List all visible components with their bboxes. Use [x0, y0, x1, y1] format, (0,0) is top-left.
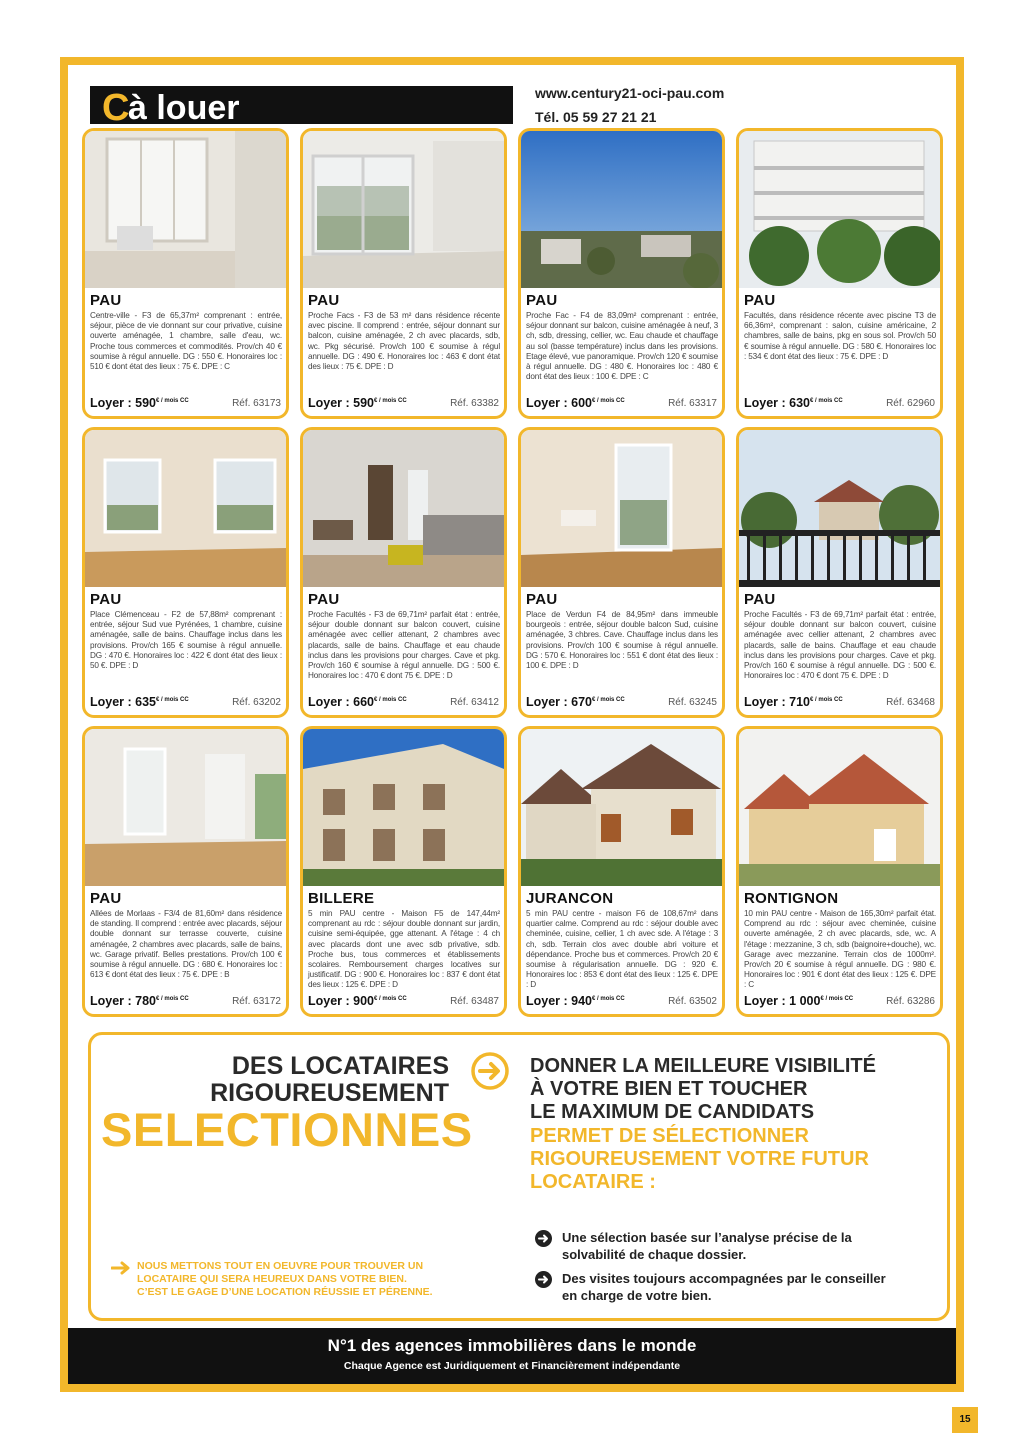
- rent-unit: € / mois CC: [156, 697, 189, 703]
- arrow-bullet-icon: [535, 1230, 552, 1247]
- rent-label: Loyer :: [90, 396, 136, 410]
- rent-unit: € / mois CC: [374, 398, 407, 404]
- rent-unit: € / mois CC: [156, 398, 189, 404]
- bullet-line: solvabilité de chaque dossier.: [562, 1247, 747, 1262]
- listing-description: Centre-ville - F3 de 65,37m² comprenant : entrée, séjour, pièce de vie donnant sur cour privative, cuisine ouverte aménagée, 1 chambre, salle d'eau, wc. Proche tous commerces et commodités. Prov/ch 40 € soumise à régul annuelle. DG : 550 €. Honoraires loc : 510 € dont état des lieux : 75 €. DPE : C: [90, 311, 282, 372]
- listing-photo: [85, 131, 286, 288]
- banner-note-line: NOUS METTONS TOUT EN OEUVRE POUR TROUVER UN: [137, 1260, 424, 1272]
- listing-card[interactable]: [736, 726, 943, 1017]
- listing-rent: [526, 396, 625, 410]
- rent-value: 590: [135, 396, 157, 410]
- listing-photo: [303, 729, 504, 886]
- listing-rent: [744, 994, 853, 1008]
- rent-value: 630: [789, 396, 811, 410]
- rent-label: Loyer :: [90, 994, 136, 1008]
- banner-pitch-line: LOCATAIRE :: [530, 1171, 656, 1193]
- listing-city: PAU: [308, 292, 340, 309]
- listing-description: Facultés, dans résidence récente avec piscine T3 de 66,36m², comprenant : salon, cuisine américaine, 2 chambres, salle de bains, pkg en sous sol. Prov/ch 50 € soumise à régul annuelle. DG : 580 €. Honoraires loc : 534 € dont état des lieux : 75 €. DPE : D: [744, 311, 936, 361]
- banner-pitch-line: PERMET DE SÉLECTIONNER: [530, 1125, 809, 1147]
- rent-unit: € / mois CC: [592, 996, 625, 1002]
- listing-description: 5 min PAU centre - Maison F5 de 147,44m² comprenant au rdc : séjour double donnant sur jardin, cuisine semi-équipée, gge attenant. A l'étage : 4 ch avec placards dont une avec sdb privative, sdb. Proche bus, tous commerces et établissements scolaires. Remboursement charges locatives sur justificatif. DG : 900 €. Honoraires loc : 837 € dont état des lieux : 125 €. DPE : D: [308, 909, 500, 990]
- listing-photo: [303, 430, 504, 587]
- banner-pitch: [530, 1055, 876, 1124]
- footer-bar: [68, 1328, 956, 1384]
- listing-rent: [90, 396, 189, 410]
- banner-bullet: [535, 1270, 935, 1304]
- rent-unit: € / mois CC: [810, 697, 843, 703]
- listing-city: RONTIGNON: [744, 890, 839, 907]
- listing-ref: Réf. 63468: [886, 697, 935, 708]
- rent-value: 635: [135, 695, 157, 709]
- rent-label: Loyer :: [744, 695, 790, 709]
- listing-city: PAU: [526, 292, 558, 309]
- section-header-bar: [90, 86, 513, 124]
- rent-value: 900: [353, 994, 375, 1008]
- listing-rent: [526, 695, 625, 709]
- listing-description: Proche Facs - F3 de 53 m² dans résidence récente avec piscine. Il comprend : entrée, séjour donnant sur balcon, cuisine aménagée, 2 ch avec placards, sdb, wc. Pkg sécurisé. Prov/ch 100 € soumise à régul annuelle. DG : 490 €. Honoraires loc : 463 € dont état des lieux : 75 €. DPE : D: [308, 311, 500, 372]
- listing-rent: [308, 695, 407, 709]
- listing-description: Proche Fac - F4 de 83,09m² comprenant : entrée, séjour donnant sur balcon, cuisine aménagée à neuf, 3 ch, sdb, dressing, cellier, wc. Eau chaude et chauffage au sol (basse température) inclus dans les provisions. Etage élevé, vue panoramique. Prov/ch 120 € soumise à régul annuelle. DG : 480 €. Honoraires loc : 480 € dont état des lieux : 100 €. DPE : C: [526, 311, 718, 382]
- listing-city: PAU: [308, 591, 340, 608]
- website-link[interactable]: www.century21-oci-pau.com: [535, 85, 725, 101]
- arrow-bullet-icon: [535, 1271, 552, 1288]
- banner-pitch-line: À VOTRE BIEN ET TOUCHER: [530, 1078, 808, 1100]
- rent-value: 660: [353, 695, 375, 709]
- listing-ref: Réf. 63202: [232, 697, 281, 708]
- listing-rent: [744, 695, 843, 709]
- rent-label: Loyer :: [526, 396, 572, 410]
- listing-ref: Réf. 63502: [668, 996, 717, 1007]
- listing-city: PAU: [744, 292, 776, 309]
- listing-city: PAU: [90, 591, 122, 608]
- rent-value: 670: [571, 695, 593, 709]
- listing-city: JURANCON: [526, 890, 614, 907]
- listing-card[interactable]: [518, 128, 725, 419]
- listing-description: Allées de Morlaas - F3/4 de 81,60m² dans résidence de standing. Il comprend : entrée avec placards, séjour double donnant sur terrasse couverte, cuisine aménagée, 2 chambres avec placards, salle de bains, wc. Garage privatif. Belles prestations. Prov/ch 100 € soumise à régul annuelle. DG : 680 €. Honoraires loc : 613 € dont état des lieux : 75 €. DPE : B: [90, 909, 282, 980]
- listing-photo: [521, 430, 722, 587]
- listing-city: BILLERE: [308, 890, 375, 907]
- banner-bullet-text: [562, 1229, 852, 1263]
- rent-value: 1 000: [789, 994, 821, 1008]
- arrow-right-icon: [111, 1261, 131, 1275]
- rent-label: Loyer :: [744, 396, 790, 410]
- banner-pitch-highlight: [530, 1125, 869, 1194]
- listing-ref: Réf. 63173: [232, 398, 281, 409]
- listing-city: PAU: [526, 591, 558, 608]
- listing-city: PAU: [90, 292, 122, 309]
- listing-description: Proche Facultés - F3 de 69,71m² parfait état : entrée, séjour double donnant sur balcon couvert, cuisine aménagée avec cellier attenant, 2 chambres avec placards, salle de bains. Chauffage et eau chaude inclus dans les provisions pour charges. Cave et pkg. Prov/ch 160 € soumise à régul annuelle. DG : 500 €. Honoraires loc : 470 € dont 75 €. DPE : D: [308, 610, 500, 681]
- banner-note-line: C’EST LE GAGE D’UNE LOCATION RÉUSSIE ET PÉRENNE.: [137, 1286, 433, 1298]
- listing-rent: [744, 396, 843, 410]
- listing-description: Place de Verdun F4 de 84,95m² dans immeuble bourgeois : entrée, séjour double balcon Sud, cuisine aménagée, 3 chbres. Cave. Chauffage inclus dans les provisions. Prov/ch 100 € soumise à régul annuelle. DG : 570 €. Honoraires loc : 551 € dont état des lieux : 100 €. DPE : D: [526, 610, 718, 671]
- rent-unit: € / mois CC: [820, 996, 854, 1002]
- rent-label: Loyer :: [744, 994, 790, 1008]
- century21-c-logo: C: [102, 87, 130, 124]
- listing-rent: [90, 695, 189, 709]
- banner-pitch-line: DONNER LA MEILLEURE VISIBILITÉ: [530, 1055, 876, 1077]
- rent-value: 940: [571, 994, 593, 1008]
- banner-bullet: [535, 1229, 935, 1263]
- listing-ref: Réf. 63487: [450, 996, 499, 1007]
- listing-description: 5 min PAU centre - maison F6 de 108,67m² dans quartier calme. Comprend au rdc : séjour double avec cheminée, cuisine, cellier, 1 ch avec sde. A l'étage : 3 ch, sdb. Terrain clos avec double abri voiture et dépendance. Proche bus et commerces. Prov/ch 20 € soumise à régularisation annuelle. DG : 920 €. Honoraires loc : 853 € dont état des lieux : 125 €. DPE : D: [526, 909, 718, 990]
- footer-disclaimer: Chaque Agence est Juridiquement et Financièrement indépendante: [343, 1360, 681, 1372]
- listing-photo: [739, 131, 940, 288]
- listing-photo: [521, 131, 722, 288]
- rent-label: Loyer :: [308, 695, 354, 709]
- rent-value: 710: [789, 695, 811, 709]
- banner-bullet-text: [562, 1270, 886, 1304]
- listing-rent: [308, 994, 407, 1008]
- listing-card[interactable]: [300, 128, 507, 419]
- bullet-line: en charge de votre bien.: [562, 1288, 712, 1303]
- rent-value: 590: [353, 396, 375, 410]
- footer-tagline: N°1 des agences immobilières dans le monde: [327, 1336, 697, 1355]
- rent-unit: € / mois CC: [374, 697, 407, 703]
- rent-unit: € / mois CC: [592, 398, 625, 404]
- listing-photo: [521, 729, 722, 886]
- page-number: 15: [952, 1407, 978, 1433]
- listing-description: Place Clémenceau - F2 de 57,88m² comprenant : entrée, séjour Sud vue Pyrénées, 1 chambre, cuisine aménagée, salle de bains. Chauffage inclus dans les provisions. Prov/ch 165 € soumise à régul annuelle. DG : 470 €. Honoraires loc : 422 € dont état des lieux : 50 €. DPE : D: [90, 610, 282, 671]
- banner-heading-line: DES LOCATAIRES: [231, 1052, 449, 1080]
- phone-number: Tél. 05 59 27 21 21: [535, 109, 657, 125]
- listing-description: 10 min PAU centre - Maison de 165,30m² parfait état. Comprend au rdc : séjour avec cheminée, cuisine ouverte aménagée, 2 ch avec placards, sde, wc. A l'étage : mezzanine, 3 ch, sdb (baignoire+douche), wc. Garage avec mezzanine. Terrain clos de 1000m². Prov/ch 20 € soumise à régul annuelle. DG : 980 €. Honoraires loc : 901 € dont état des lieux : 125 €. DPE : C: [744, 909, 936, 990]
- listing-card[interactable]: [82, 427, 289, 718]
- listing-rent: [90, 994, 189, 1008]
- listing-card[interactable]: [300, 427, 507, 718]
- listing-city: PAU: [744, 591, 776, 608]
- listing-ref: Réf. 62960: [886, 398, 935, 409]
- rent-label: Loyer :: [526, 695, 572, 709]
- listing-ref: Réf. 63382: [450, 398, 499, 409]
- section-title: à louer: [128, 89, 240, 124]
- listing-rent: [526, 994, 625, 1008]
- listing-photo: [85, 430, 286, 587]
- listing-photo: [303, 131, 504, 288]
- rent-value: 600: [571, 396, 593, 410]
- rent-unit: € / mois CC: [374, 996, 407, 1002]
- rent-label: Loyer :: [526, 994, 572, 1008]
- banner-pitch-line: LE MAXIMUM DE CANDIDATS: [530, 1101, 815, 1123]
- listing-ref: Réf. 63412: [450, 697, 499, 708]
- banner-heading-line: RIGOUREUSEMENT: [210, 1079, 449, 1107]
- listing-card[interactable]: [736, 427, 943, 718]
- arrow-right-circle-icon: [470, 1051, 510, 1091]
- banner-note-line: LOCATAIRE QUI SERA HEUREUX DANS VOTRE BIEN.: [137, 1273, 407, 1285]
- banner-heading: [115, 1053, 449, 1107]
- banner-note: [137, 1260, 433, 1299]
- listing-card[interactable]: [82, 128, 289, 419]
- listing-card[interactable]: [736, 128, 943, 419]
- rent-label: Loyer :: [90, 695, 136, 709]
- banner-pitch-line: RIGOUREUSEMENT VOTRE FUTUR: [530, 1148, 869, 1170]
- rent-unit: € / mois CC: [810, 398, 843, 404]
- listing-card[interactable]: [518, 726, 725, 1017]
- listing-ref: Réf. 63172: [232, 996, 281, 1007]
- bullet-line: Des visites toujours accompagnées par le conseiller: [562, 1271, 886, 1286]
- listing-card[interactable]: [518, 427, 725, 718]
- listing-rent: [308, 396, 407, 410]
- listing-photo: [739, 430, 940, 587]
- listing-ref: Réf. 63317: [668, 398, 717, 409]
- banner-highlight: SELECTIONNES: [101, 1103, 473, 1156]
- listing-description: Proche Facultés - F3 de 69,71m² parfait état : entrée, séjour double donnant sur balcon couvert, cuisine aménagée avec cellier attenant, 2 chambres avec placards, salle de bains. Chauffage et eau chaude inclus dans les provisions pour charges. Cave et pkg. Prov/ch 160 € soumise à régul annuelle. DG : 500 €. Honoraires loc : 470 € dont 75 €. DPE : D: [744, 610, 936, 681]
- bullet-line: Une sélection basée sur l’analyse précise de la: [562, 1230, 852, 1245]
- tenant-selection-banner: [88, 1032, 950, 1321]
- page-frame: [60, 57, 964, 1392]
- rent-label: Loyer :: [308, 994, 354, 1008]
- rent-unit: € / mois CC: [156, 996, 189, 1002]
- listing-card[interactable]: [300, 726, 507, 1017]
- listing-city: PAU: [90, 890, 122, 907]
- rent-label: Loyer :: [308, 396, 354, 410]
- listing-photo: [85, 729, 286, 886]
- listing-photo: [739, 729, 940, 886]
- listing-card[interactable]: [82, 726, 289, 1017]
- listing-ref: Réf. 63245: [668, 697, 717, 708]
- listing-ref: Réf. 63286: [886, 996, 935, 1007]
- rent-unit: € / mois CC: [592, 697, 625, 703]
- rent-value: 780: [135, 994, 157, 1008]
- page-content: [68, 65, 956, 1384]
